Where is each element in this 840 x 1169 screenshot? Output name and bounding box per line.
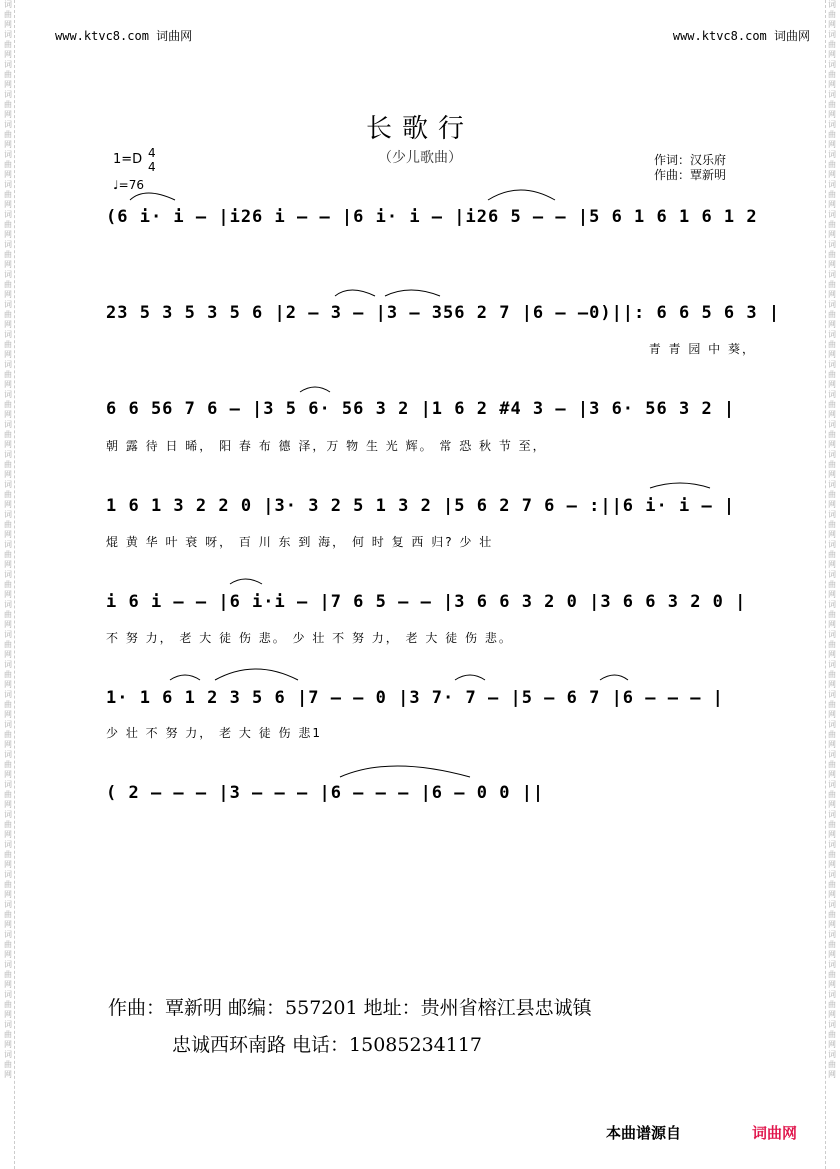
score-line-1: (6 i· i – |i26 i – – |6 i· i – |i26 5 – – |5 6 1 6 1 6 1 2 bbox=[106, 207, 758, 227]
footer-line-1: 作曲：覃新明 邮编：557201 地址：贵州省榕江县忠诚镇 bbox=[108, 997, 592, 1019]
side-watermark-right: 词曲网词曲网词曲网词曲网词曲网词曲网词曲网词曲网词曲网词曲网词曲网词曲网词曲网词曲网词曲网词曲网词曲网词曲网词曲网词曲网词曲网词曲网词曲网词曲网词曲网词曲网词曲网词曲网词曲网词曲网词曲网词曲网词曲网词曲网词曲网词曲网 bbox=[825, 0, 838, 1169]
slur bbox=[650, 483, 710, 488]
score-line-3: 6 6 56 7 6 – |3 5 6· 56 3 2 |1 6 2 #4 3 – |3 6· 56 3 2 | bbox=[106, 399, 736, 419]
composer: 作曲：覃新明 bbox=[654, 168, 727, 182]
song-subtitle: （少儿歌曲） bbox=[378, 150, 462, 166]
song-title: 长歌行 bbox=[365, 114, 474, 144]
time-bottom: 4 bbox=[148, 160, 156, 174]
score-line-4: 1 6 1 3 2 2 0 |3· 3 2 5 1 3 2 |5 6 2 7 6 – :||6 i· i – | bbox=[106, 496, 736, 516]
slur bbox=[170, 675, 200, 680]
slur bbox=[340, 766, 470, 777]
key-signature: 1=D bbox=[113, 152, 143, 167]
slur bbox=[455, 675, 485, 680]
slur bbox=[488, 190, 555, 200]
slur bbox=[230, 579, 262, 584]
lyric-line-4: 焜 黄 华 叶 衰 呀， 百 川 东 到 海， 何 时 复 西 归? 少 壮 bbox=[106, 535, 494, 549]
score-line-2: 23 5 3 5 3 5 6 |2 – 3 – |3 – 356 2 7 |6 – –0)||: 6 6 5 6 3 | bbox=[106, 303, 781, 323]
score-line-5: i 6 i – – |6 i·i – |7 6 5 – – |3 6 6 3 2 0 |3 6 6 3 2 0 | bbox=[106, 592, 747, 612]
lyric-line-3: 朝 露 待 日 晞， 阳 春 布 德 泽，万 物 生 光 辉。 常 恐 秋 节 至， bbox=[106, 439, 547, 453]
lyricist: 作词：汉乐府 bbox=[654, 153, 727, 167]
score-line-7: ( 2 – – – |3 – – – |6 – – – |6 – 0 0 || bbox=[106, 783, 545, 803]
slur bbox=[385, 290, 440, 296]
lyric-line-6: 少 壮 不 努 力， 老 大 徒 伤 悲1 bbox=[106, 726, 322, 740]
site-url-right: www.ktvc8.com 词曲网 bbox=[672, 29, 810, 43]
lyric-line-2: 青 青 园 中 葵， bbox=[648, 342, 756, 356]
slur bbox=[300, 387, 330, 392]
site-url-left: www.ktvc8.com 词曲网 bbox=[55, 29, 193, 43]
time-top: 4 bbox=[148, 146, 156, 160]
slur bbox=[600, 675, 628, 680]
slur bbox=[130, 193, 175, 200]
lyric-line-5: 不 努 力， 老 大 徒 伤 悲。 少 壮 不 努 力， 老 大 徒 伤 悲。 bbox=[106, 631, 513, 645]
source-brand[interactable]: 词曲网 bbox=[752, 1124, 798, 1142]
slur bbox=[335, 290, 375, 296]
footer-line-2: 忠诚西环南路 电话：15085234117 bbox=[172, 1034, 483, 1056]
side-watermark-left: 词曲网词曲网词曲网词曲网词曲网词曲网词曲网词曲网词曲网词曲网词曲网词曲网词曲网词曲网词曲网词曲网词曲网词曲网词曲网词曲网词曲网词曲网词曲网词曲网词曲网词曲网词曲网词曲网词曲网词曲网词曲网词曲网词曲网词曲网词曲网词曲网 bbox=[2, 0, 15, 1169]
tempo-mark: ♩=76 bbox=[113, 178, 144, 192]
source-label: 本曲谱源自 bbox=[606, 1124, 682, 1142]
slur bbox=[215, 669, 298, 680]
score-line-6: 1· 1 6 1 2 3 5 6 |7 – – 0 |3 7· 7 – |5 – 6 7 |6 – – – | bbox=[106, 688, 724, 708]
